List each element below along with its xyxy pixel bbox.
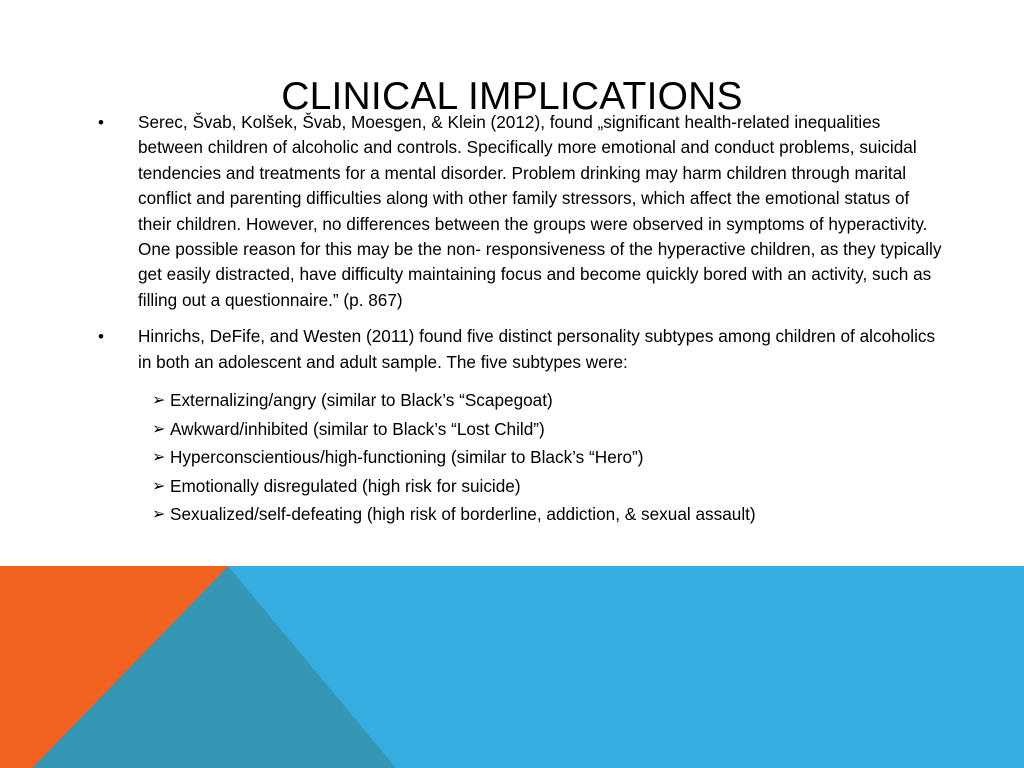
arrowhead-icon: ➢ — [152, 390, 166, 410]
slide-body — [92, 110, 942, 529]
list-item — [92, 415, 942, 444]
list-item-label: Hyperconscientious/high-functioning (similar to Black’s “Hero”) — [170, 447, 644, 468]
decorative-footer-graphic — [0, 566, 1024, 768]
bullet-text-2: Hinrichs, DeFife, and Westen (2011) found five distinct personality subtypes among children of alcoholics in both an adolescent and adult sample. The five subtypes were: — [138, 326, 936, 372]
arrowhead-icon: ➢ — [152, 475, 166, 495]
arrowhead-icon: ➢ — [152, 418, 166, 438]
list-item-label: Awkward/inhibited (similar to Black’s “Lost Child”) — [170, 418, 545, 439]
list-item — [92, 472, 942, 501]
subtype-list — [92, 386, 942, 529]
list-item — [92, 443, 942, 472]
arrowhead-icon: ➢ — [152, 447, 166, 467]
list-item — [92, 386, 942, 415]
arrowhead-icon: ➢ — [152, 504, 166, 524]
list-item-label: Externalizing/angry (similar to Black’s “Scapegoat) — [170, 390, 553, 411]
bullet-item-2 — [92, 324, 942, 375]
bullet-item-1 — [92, 110, 942, 313]
page-title: CLINICAL IMPLICATIONS — [281, 75, 743, 119]
list-item — [92, 500, 942, 529]
list-item-label: Sexualized/self-defeating (high risk of borderline, addiction, & sexual assault) — [170, 504, 756, 525]
bullet-marker-icon: • — [98, 327, 104, 347]
bullet-marker-icon: • — [98, 113, 104, 132]
list-item-label: Emotionally disregulated (high risk for suicide) — [170, 475, 521, 496]
bullet-text-1: Serec, Švab, Kolšek, Švab, Moesgen, & Klein (2012), found „significant health-related inequalities between children of alcoholic and controls. Specifically more emotional and conduct problems, suicidal tendencies and treatments for a mental disorder. Problem drinking may harm children through marital conflict and parenting difficulties along with other family stressors, which affect the emotional status of their children. However, no differences between the groups were observed in symptoms of hyperactivity. One possible reason for this may be the non- responsiveness of the hyperactive children, as they typically get easily distracted, have difficulty maintaining focus and become quickly bored with an activity, such as filling out a questionnaire.” (p. 867) — [138, 112, 942, 310]
